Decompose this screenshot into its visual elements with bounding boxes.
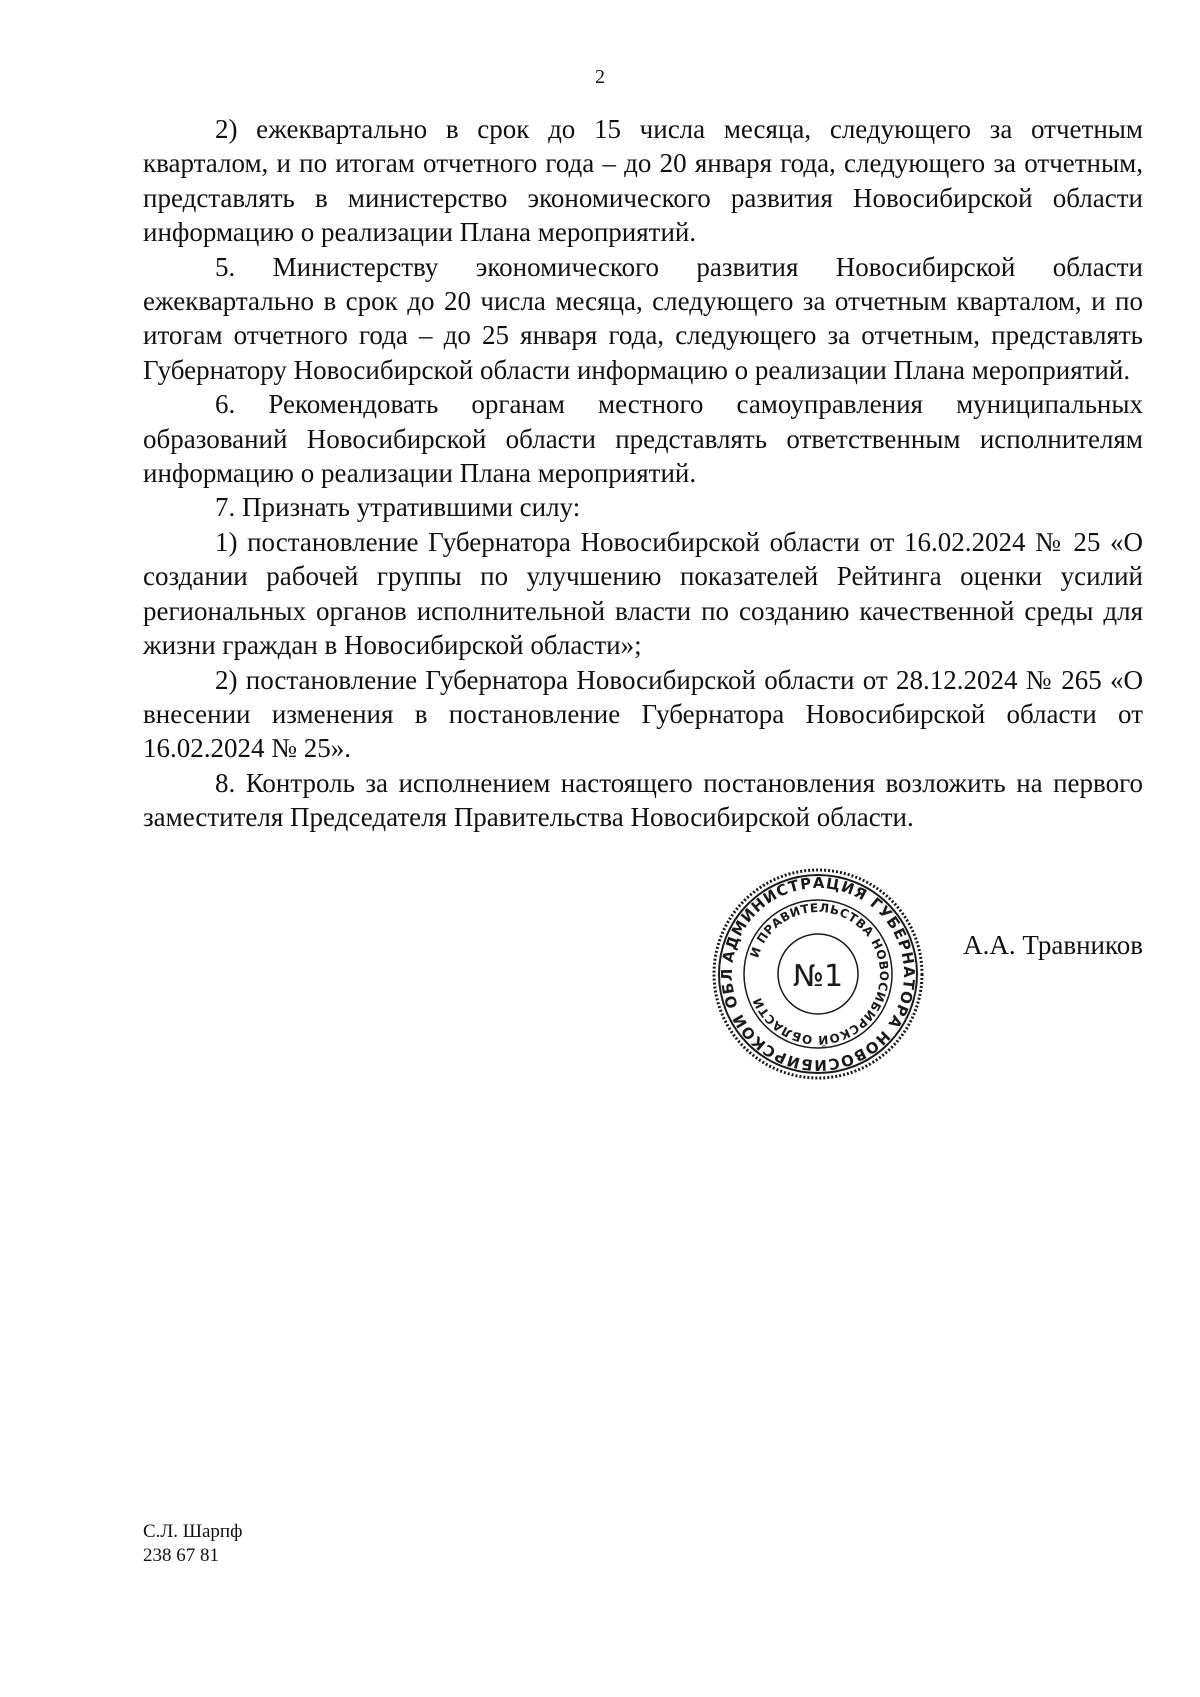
seal-inner-text: И ПРАВИТЕЛЬСТВА НОВОСИБИРСКОЙ ОБЛАСТИ [747, 900, 892, 1048]
paragraph-item-5: 5. Министерству экономического развития Новосибирской области ежеквартально в срок до 20 числа месяца, следующего за отчетным кварталом, и по итогам отчетного года – до 25 января года, следующего за отчетным, представлять Губернатору Новосибирской области информацию о реализации Плана мероприятий. [143, 251, 1143, 385]
paragraph-item-7-2: 2) постановление Губернатора Новосибирской области от 28.12.2024 № 265 «О внесении изменения в постановление Губернатора Новосибирской области от 16.02.2024 № 25». [143, 664, 1143, 764]
signature-block [0, 864, 1200, 1104]
executor-phone: 238 67 81 [143, 1545, 219, 1566]
seal-center-number: №1 [792, 959, 844, 994]
seal-outer-text: АДМИНИСТРАЦИЯ ГУБЕРНАТОРА НОВОСИБИРСКОЙ ОБЛ [717, 873, 919, 1075]
executor-info [143, 1520, 242, 1568]
official-seal [708, 864, 928, 1084]
paragraph-item-7-1: 1) постановление Губернатора Новосибирской области от 16.02.2024 № 25 «О создании рабочей группы по улучшению показателей Рейтинга оценки усилий региональных органов исполнительной власти по созданию качественной среды для жизни граждан в Новосибирской области»; [143, 526, 1143, 661]
executor-name: С.Л. Шарпф [143, 1521, 243, 1542]
page-number: 2 [595, 66, 605, 88]
signer-name: А.А. Травников [963, 930, 1143, 960]
paragraph-item-6: 6. Рекомендовать органам местного самоуправления муниципальных образований Новосибирской области представлять ответственным исполнителям информацию о реализации Плана мероприятий. [143, 389, 1143, 489]
paragraph-item-7: 7. Признать утратившими силу: [215, 492, 581, 523]
seal-stamp-icon [708, 864, 928, 1084]
paragraph-quarterly-reporting: 2) ежеквартально в срок до 15 числа месяца, следующего за отчетным кварталом, и по итогам отчетного года – до 20 января года, следующего за отчетным, представлять в министерство экономического развития Новосибирской области информацию о реализации Плана мероприятий. [143, 114, 1143, 248]
document-body [143, 112, 1143, 835]
paragraph-item-8: 8. Контроль за исполнением настоящего постановления возложить на первого заместителя Председателя Правительства Новосибирской области. [143, 767, 1143, 833]
